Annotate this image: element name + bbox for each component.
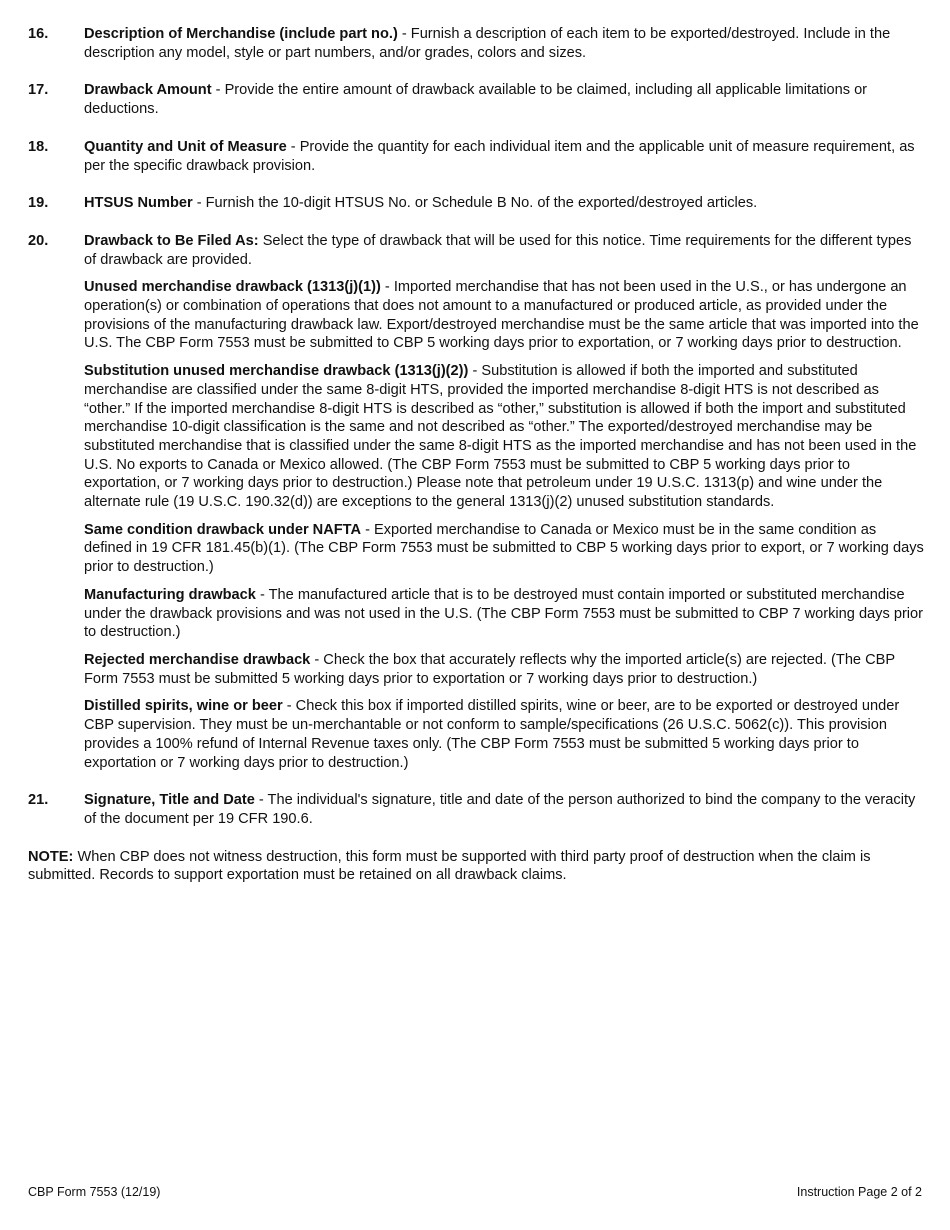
note-label: NOTE: [28, 848, 74, 865]
instruction-item-18 [28, 138, 926, 175]
item-text: - Provide the entire amount of drawback available to be claimed, including all applicable limitations or deductions. [84, 82, 868, 118]
footer-form-id: CBP Form 7553 (12/19) [28, 1185, 161, 1199]
item-text: - Provide the quantity for each individual item and the applicable unit of measure requirement, as per the specific drawback provision. [84, 138, 915, 174]
instruction-item-21 [28, 791, 926, 828]
item-text: Select the type of drawback that will be used for this notice. Time requirements for the different types of drawback are provided. [84, 232, 912, 268]
instructions-page [28, 25, 926, 885]
item-body [84, 81, 926, 118]
item-text: - Furnish the 10-digit HTSUS No. or Schedule B No. of the exported/destroyed articles. [192, 195, 758, 212]
item-title: Description of Merchandise (include part no.) [84, 26, 398, 42]
subitem-text: - Check this box if imported distilled spirits, wine or beer, are to be exported or destroyed under CBP supervision. They must be un-merchantable or not conform to sample/specifications (26 U.S.C. 5062(c)). This provision provides a 100% refund of Internal Revenue taxes only. (The CBP Form 7553 must be submitted 5 working days prior to exportation or 7 working days prior to destruction.) [84, 698, 900, 771]
note-text: When CBP does not witness destruction, this form must be supported with third party proof of destruction when the claim is submitted. Records to support exportation must be retained on all drawback claims. [28, 848, 871, 884]
subitem-title: Manufacturing drawback [84, 586, 256, 603]
item-body [84, 232, 926, 772]
item-number: 21. [28, 792, 49, 809]
item-title: Signature, Title and Date [84, 792, 255, 809]
item-body [84, 791, 926, 828]
instruction-item-17 [28, 81, 926, 118]
item-body [84, 138, 926, 175]
item-number: 16. [28, 26, 49, 42]
instruction-item-16 [28, 25, 926, 62]
subitem-substitution-unused [84, 362, 926, 512]
item-title: Drawback Amount [84, 82, 212, 99]
item-title: Quantity and Unit of Measure [84, 138, 287, 155]
item-title: HTSUS Number [84, 195, 193, 212]
subitem-text: - Check the box that accurately reflects why the imported article(s) are rejected. (The CBP Form 7553 must be submitted 5 working days prior to exportation or 7 working days prior to destruction.) [84, 651, 895, 687]
item-number: 19. [28, 195, 49, 212]
subitem-unused-merchandise [84, 278, 926, 353]
item-number: 20. [28, 232, 49, 249]
subitem-title: Distilled spirits, wine or beer [84, 698, 283, 715]
item-text: - Furnish a description of each item to be exported/destroyed. Include in the description any model, style or part numbers, and/or grades, colors and sizes. [84, 26, 891, 61]
footer-page-label: Instruction Page 2 of 2 [796, 1185, 922, 1199]
subitem-same-condition-nafta [84, 521, 926, 577]
instruction-item-19 [28, 194, 926, 213]
item-number: 18. [28, 138, 49, 155]
item-body [84, 25, 926, 62]
item-title: Drawback to Be Filed As: [84, 232, 259, 249]
subitem-title: Same condition drawback under NAFTA [84, 521, 362, 538]
note-paragraph [28, 848, 926, 885]
subitem-title: Substitution unused merchandise drawback (1313(j)(2)) [84, 363, 469, 380]
subitem-rejected-merchandise [84, 651, 926, 688]
subitem-manufacturing [84, 586, 926, 642]
subitem-distilled-spirits [84, 697, 926, 772]
subitem-text: - Imported merchandise that has not been used in the U.S., or has undergone an operation(s) or combination of operations that does not amount to a manufactured or produced article, as provided under the provisions of the manufacturing drawback law. Export/destroyed merchandise must be the same article that was imported into the U.S. The CBP Form 7553 must be submitted to CBP 5 working days prior to exportation, or 7 working days prior to destruction. [84, 279, 919, 352]
item-body [84, 194, 926, 213]
subitem-text: - Substitution is allowed if both the imported and substituted merchandise are classified under the same 8-digit HTS, provided the imported merchandise 8-digit HTS is not described as “other.” If the imported merchandise 8-digit HTS is described as “other,” substitution is allowed if both the import and substituted merchandise 10-digit classification is the same and not described as “other.” The exported/destroyed merchandise may be substituted merchandise that is classified under the same 8-digit HTS as the imported merchandise and has not been used in the U.S. No exports to Canada or Mexico allowed. (The CBP Form 7553 must be submitted to CBP 5 working days prior to exportation, or 7 working days prior to destruction.) Please note that petroleum under 19 U.S.C. 1313(p) and wine under the alternate rule (19 U.S.C. 190.32(d)) are exceptions to the general 1313(j)(2) unused substitution standards. [84, 363, 917, 511]
subitem-text: - Exported merchandise to Canada or Mexico must be in the same condition as defined in 19 CFR 181.45(b)(1). (The CBP Form 7553 must be submitted to CBP 5 working days prior to export, or 7 working days prior to destruction.) [84, 521, 924, 576]
subitem-text: - The manufactured article that is to be destroyed must contain imported or substituted merchandise under the drawback provisions and was not used in the U.S. (The CBP Form 7553 must be submitted to CBP 7 working days prior to destruction.) [84, 586, 924, 641]
item-number: 17. [28, 82, 49, 99]
subitem-title: Rejected merchandise drawback [84, 651, 311, 668]
instruction-item-20 [28, 232, 926, 772]
subitem-title: Unused merchandise drawback (1313(j)(1)) [84, 279, 381, 296]
item-text: - The individual's signature, title and date of the person authorized to bind the company to the veracity of the document per 19 CFR 190.6. [84, 792, 916, 827]
